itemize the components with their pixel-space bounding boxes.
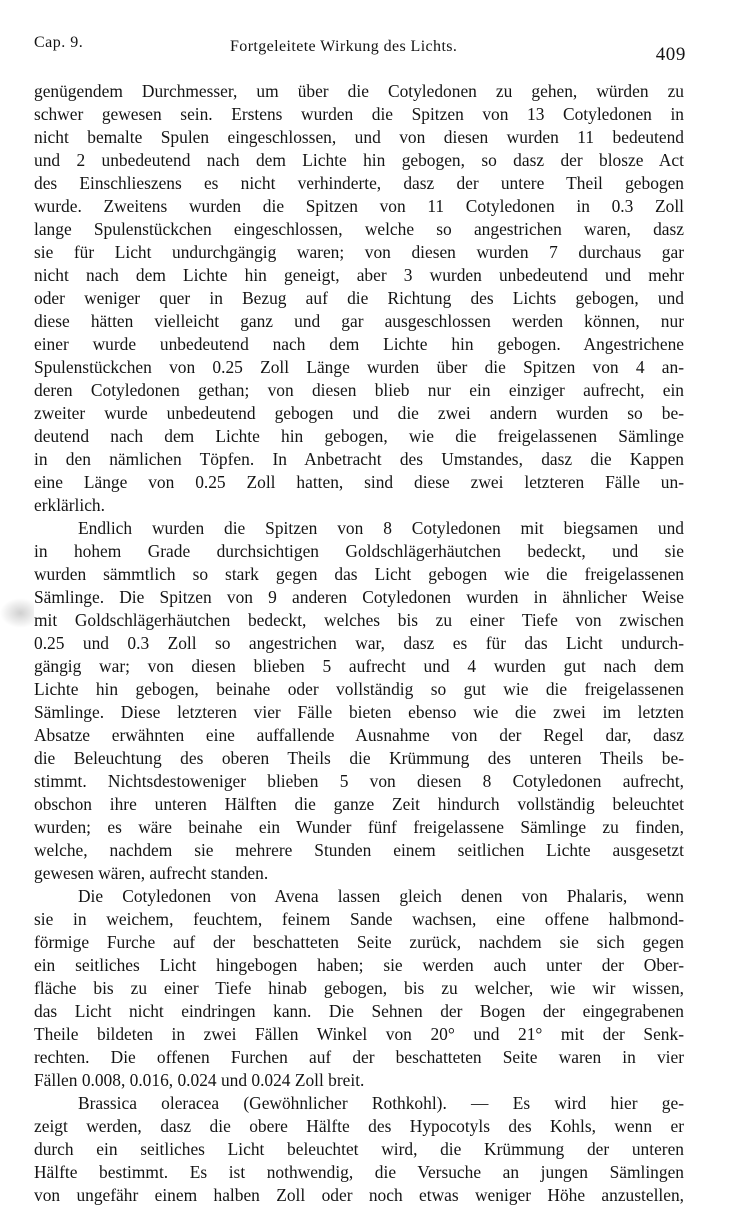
text-line: Lichte hin gebogen, beinahe oder vollständig so gut wie die freigelassenen — [34, 679, 684, 699]
text-line: Sämlinge. Die Spitzen von 9 anderen Cotyledonen wurden in ähnlicher Weise — [34, 587, 684, 607]
text-line: nicht bemalte Spulen eingeschlossen, und von diesen wurden 11 bedeutend — [34, 127, 684, 147]
page-number: 409 — [655, 44, 686, 65]
text-line: Endlich wurden die Spitzen von 8 Cotyledonen mit biegsamen und — [78, 518, 684, 538]
text-line: Sämlinge. Diese letzteren vier Fälle bieten ebenso wie die zwei im letzten — [34, 702, 684, 722]
page-smudge — [0, 598, 34, 628]
text-line: Fällen 0.008, 0.016, 0.024 und 0.024 Zoll breit. — [34, 1070, 365, 1090]
text-line: gewesen wären, aufrecht standen. — [34, 863, 269, 883]
text-line: und 2 unbedeutend nach dem Lichte hin gebogen, so dasz der blosze Act — [34, 150, 684, 170]
text-line: förmige Furche auf der beschatteten Seite zurück, nachdem sie sich gegen — [34, 932, 684, 952]
text-line: obschon ihre unteren Hälften die ganze Zeit hindurch vollständig beleuchtet — [34, 794, 684, 814]
running-title: Fortgeleitete Wirkung des Lichts. — [230, 38, 458, 55]
text-line: zeigt werden, dasz die obere Hälfte des Hypocotyls des Kohls, wenn er — [34, 1116, 684, 1136]
text-line: eine Länge von 0.25 Zoll hatten, sind diese zwei letzteren Fälle un- — [34, 472, 684, 492]
text-line: stimmt. Nichtsdestoweniger blieben 5 von diesen 8 Cotyledonen aufrecht, — [34, 771, 684, 791]
text-line: nicht nach dem Lichte hin geneigt, aber 3 wurden unbedeutend und mehr — [34, 265, 684, 285]
text-line: Hälfte bestimmt. Es ist nothwendig, die Versuche an jungen Sämlingen — [34, 1162, 684, 1182]
text-line: deren Cotyledonen gethan; von diesen blieb nur ein einziger aufrecht, ein — [34, 380, 684, 400]
text-line: diese hätten vielleicht ganz und gar ausgeschlossen werden können, nur — [34, 311, 684, 331]
text-line: ein seitliches Licht hingebogen haben; sie werden auch unter der Ober- — [34, 955, 684, 975]
text-line: genügendem Durchmesser, um über die Cotyledonen zu gehen, würden zu — [34, 81, 684, 101]
text-line: des Einschlieszens es nicht verhinderte, dasz der untere Theil gebogen — [34, 173, 684, 193]
text-line: Theile bildeten in zwei Fällen Winkel von 20° und 21° mit der Senk- — [34, 1024, 684, 1044]
text-line: die Beleuchtung des oberen Theils die Krümmung des unteren Theils be- — [34, 748, 684, 768]
text-line: mit Goldschlägerhäutchen bedeckt, welches bis zu einer Tiefe von zwischen — [34, 610, 684, 630]
text-line: erklärlich. — [34, 495, 105, 515]
text-line: rechten. Die offenen Furchen auf der beschatteten Seite waren in vier — [34, 1047, 684, 1067]
text-line: Absatze erwähnten eine auffallende Ausnahme von der Regel dar, dasz — [34, 725, 684, 745]
text-line: Spulenstückchen von 0.25 Zoll Länge wurden über die Spitzen von 4 an- — [34, 357, 684, 377]
text-line: Die Cotyledonen von Avena lassen gleich denen von Phalaris, wenn — [78, 886, 684, 906]
text-line: fläche bis zu einer Tiefe hinab gebogen, bis zu welcher, wie wir wissen, — [34, 978, 684, 998]
text-line: das Licht nicht eindringen kann. Die Sehnen der Bogen der eingegrabenen — [34, 1001, 684, 1021]
text-line: wurden sämmtlich so stark gegen das Licht gebogen wie die freigelassenen — [34, 564, 684, 584]
text-line: von ungefähr einem halben Zoll oder noch etwas weniger Höhe anzustellen, — [34, 1185, 684, 1205]
text-line: Brassica oleracea (Gewöhnlicher Rothkohl). — Es wird hier ge- — [78, 1093, 684, 1113]
page-header — [34, 30, 694, 66]
text-line: lange Spulenstückchen eingeschlossen, welche so angestrichen waren, dasz — [34, 219, 684, 239]
text-line: deutend nach dem Lichte hin gebogen, wie die freigelassenen Sämlinge — [34, 426, 684, 446]
text-line: wurden; es wäre beinahe ein Wunder fünf freigelassene Sämlinge zu finden, — [34, 817, 684, 837]
text-line: 0.25 und 0.3 Zoll so angestrichen war, dasz es für das Licht undurch- — [34, 633, 684, 653]
text-line: zweiter wurde unbedeutend gebogen und die zwei andern wurden so be- — [34, 403, 684, 423]
text-line: welche, nachdem sie mehrere Stunden einem seitlichen Lichte ausgesetzt — [34, 840, 684, 860]
text-line: gängig war; von diesen blieben 5 aufrecht und 4 wurden gut nach dem — [34, 656, 684, 676]
text-line: in den nämlichen Töpfen. In Anbetracht des Umstandes, dasz die Kappen — [34, 449, 684, 469]
text-line: sie in weichem, feuchtem, feinem Sande wachsen, eine offene halbmond- — [34, 909, 684, 929]
text-line: schwer gewesen sein. Erstens wurden die Spitzen von 13 Cotyledonen in — [34, 104, 684, 124]
text-line: oder weniger quer in Bezug auf die Richtung des Lichts gebogen, und — [34, 288, 684, 308]
text-line: wurde. Zweitens wurden die Spitzen von 11 Cotyledonen in 0.3 Zoll — [34, 196, 684, 216]
body-text — [34, 80, 684, 1207]
text-line: in hohem Grade durchsichtigen Goldschlägerhäutchen bedeckt, und sie — [34, 541, 684, 561]
text-line: sie für Licht undurchgängig waren; von diesen wurden 7 durchaus gar — [34, 242, 684, 262]
text-line: durch ein seitliches Licht beleuchtet wird, die Krümmung der unteren — [34, 1139, 684, 1159]
text-line: einer wurde unbedeutend nach dem Lichte hin gebogen. Angestrichene — [34, 334, 684, 354]
chapter-label: Cap. 9. — [34, 34, 84, 51]
